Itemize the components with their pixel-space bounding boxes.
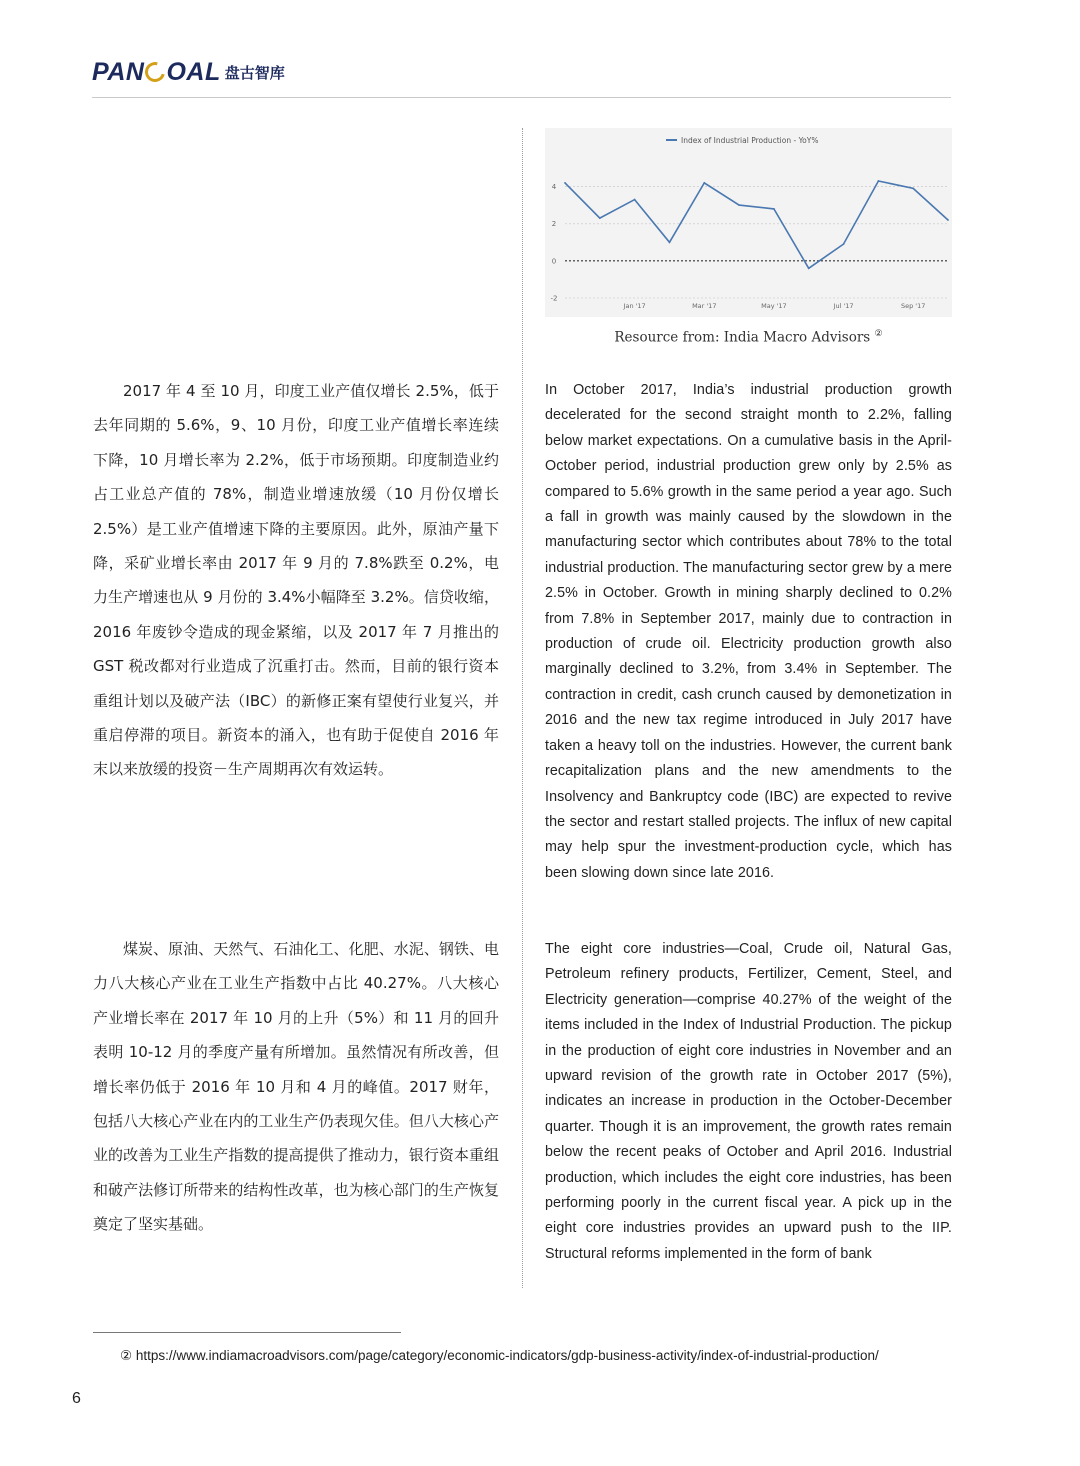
data-point [843, 243, 845, 245]
caption-footnote-mark: ② [874, 329, 883, 339]
chart-legend [666, 136, 818, 145]
data-point [773, 208, 775, 210]
x-tick-label: May '17 [761, 302, 787, 310]
logo-text-cn: 盘古智库 [224, 63, 285, 82]
data-point [634, 199, 636, 201]
x-tick-label: Jul '17 [833, 302, 854, 310]
data-point [912, 188, 914, 190]
footnote-rule [93, 1332, 401, 1333]
data-point [599, 217, 601, 219]
x-tick-label: Mar '17 [692, 302, 717, 310]
column-divider [522, 128, 523, 1288]
x-tick-label: Jan '17 [623, 302, 646, 310]
data-point [808, 267, 810, 269]
iip-line-chart [545, 128, 952, 317]
en-paragraph-2: The eight core industries—Coal, Crude oil, Natural Gas, Petroleum refinery products, Fertilizer, Cement, Steel, and Electricity generation—comprise 40.27% of the weight of the items included in the Index of Industrial Production. The pickup in the production of eight core industries in November and an upward revision of the growth rate in October 2017 (5%), indicates an increase in production in the October-December quarter. Though it is an improvement, the growth rates remain below the recent peaks of October and April 2016. Industrial production, which includes the eight core industries, has been performing poorly in the current fiscal year. A pick up in the eight core industries provides an upward push to the IIP. Structural reforms implemented in the form of bank [545, 941, 952, 1262]
legend-label: Index of Industrial Production - YoY% [681, 136, 819, 145]
page-number: 6 [72, 1390, 81, 1407]
cn-paragraph-2: 煤炭、原油、天然气、石油化工、化肥、水泥、钢铁、电力八大核心产业在工业生产指数中占比 40.27%。八大核心产业增长率在 2017 年 10 月的上升（5%）和 11 月的回升表明 10-12 月的季度产量有所增加。虽然情况有所改善，但增长率仍低于 2016 年 10 月和 4 月的峰值。2017 财年，包括八大核心产业在内的工业生产仍表现欠佳。但八大核心产业的改善为工业生产指数的提高提供了推动力，银行资本重组和破产法修订所带来的结构性改革，也为核心部门的生产恢复奠定了坚实基础。 [93, 940, 499, 1234]
logo-text-right: OAL [166, 57, 221, 86]
y-tick-label: 4 [551, 183, 557, 192]
data-point [703, 182, 705, 184]
footnote [120, 1348, 879, 1364]
series-line [565, 181, 948, 268]
iip-chart [545, 128, 952, 317]
data-point [738, 204, 740, 206]
en-paragraph-1: In October 2017, India’s industrial production growth decelerated for the second straight month to 2.2%, falling below market expectations. On a cumulative basis in the April-October period, industrial production grew only by 2.5% as compared to 5.6% growth in the same period a year ago. Such a fall in growth was mainly caused by the slowdown in the manufacturing sector which contributes about 78% to the total industrial production. The manufacturing sector grew by a mere 2.5% in October. Growth in mining sharply declined to 0.2% from 7.8% in September 2017, mainly due to contraction in production of crude oil. Electricity production growth also marginally declined to 3.2%, from 3.4% in September. The contraction in credit, cash crunch caused by demonetization in 2016 and the new tax regime introduced in July 2017 have taken a heavy toll on the industries. However, the current bank recapitalization plans and the new amendments to the Insolvency and Bankruptcy code (IBC) are expected to revive the sector and restart stalled projects. The influx of new capital may help spur the investment-production cycle, which has been slowing down since late 2016. [545, 382, 952, 881]
header-rule [92, 97, 951, 98]
footnote-url[interactable]: https://www.indiamacroadvisors.com/page/category/economic-indicators/gdp-business-activity/index-of-industrial-production/ [135, 1348, 879, 1363]
footnote-mark: ② [120, 1348, 133, 1363]
y-tick-label: 2 [551, 220, 557, 229]
logo-text-left: PAN [92, 57, 145, 86]
y-tick-label: 0 [551, 257, 557, 266]
x-tick-label: Sep '17 [900, 302, 926, 310]
pangoal-logo [92, 56, 285, 88]
caption-text: Resource from: India Macro Advisors [614, 329, 871, 346]
cn-paragraph-1: 2017 年 4 至 10 月，印度工业产值仅增长 2.5%，低于去年同期的 5.6%，9、10 月份，印度工业产值增长率连续下降，10 月增长率为 2.2%，低于市场预期。印度制造业约占工业总产值的 78%，制造业增速放缓（10 月份仅增长 2.5%）是工业产值增速下降的主要原因。此外，原油产量下降，采矿业增长率由 2017 年 9 月的 7.8%跌至 0.2%，电力生产增速也从 9 月份的 3.4%小幅降至 3.2%。信贷收缩，2016 年废钞令造成的现金紧缩，以及 2017 年 7 月推出的 GST 税改都对行业造成了沉重打击。然而，目前的银行资本重组计划以及破产法（IBC）的新修正案有望使行业复兴，并重启停滞的项目。新资本的涌入，也有助于促使自 2016 年末以来放缓的投资－生产周期再次有效运转。 [93, 382, 499, 779]
data-point [947, 219, 949, 221]
data-point [564, 182, 566, 184]
data-point [669, 241, 671, 243]
y-tick-label: -2 [550, 294, 558, 303]
chart-caption [545, 329, 952, 346]
data-point [877, 180, 879, 182]
logo-circle-icon [142, 58, 169, 85]
